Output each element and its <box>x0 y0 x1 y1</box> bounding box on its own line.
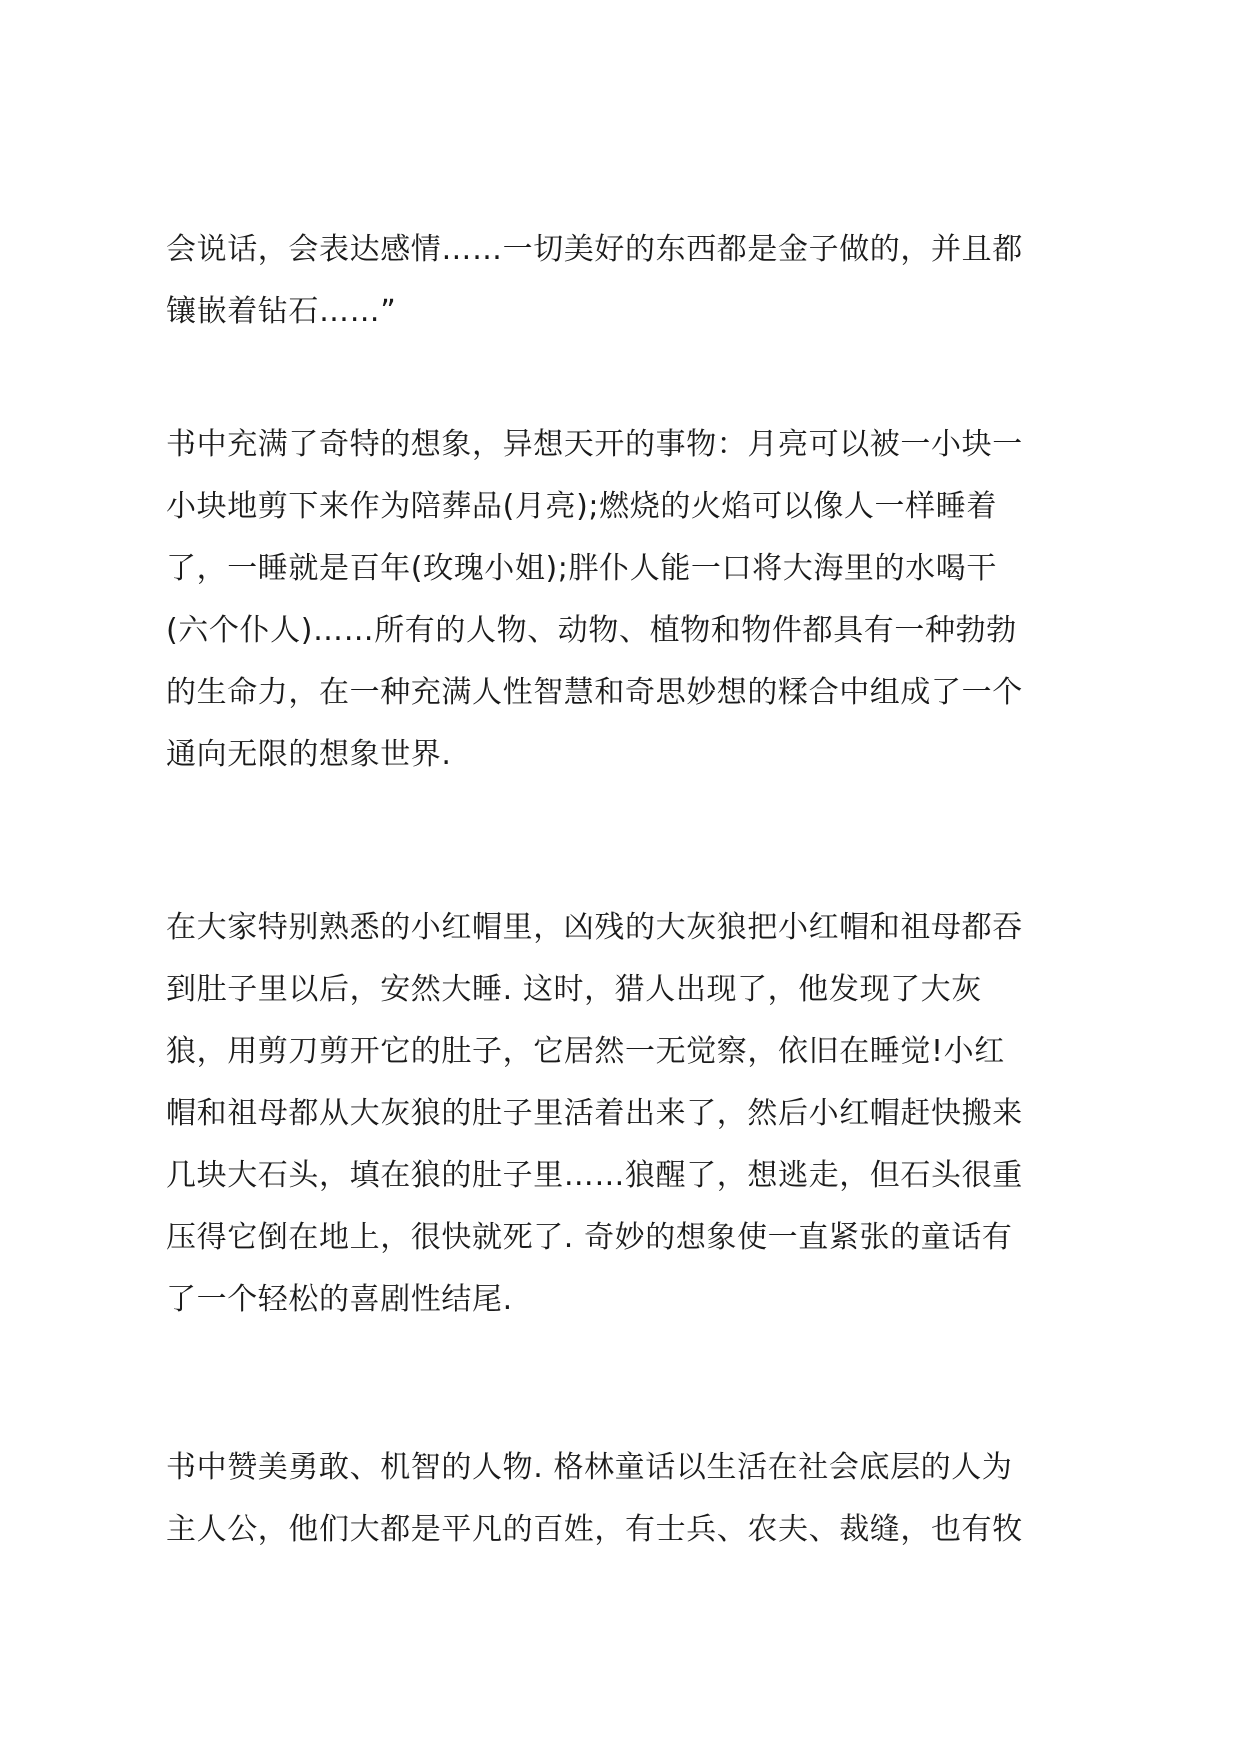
text-line: 压得它倒在地上，很快就死了. 奇妙的想象使一直紧张的童话有 <box>166 1220 1013 1255</box>
text-line: 书中充满了奇特的想象，异想天开的事物：月亮可以被一小块一 <box>166 427 1023 462</box>
text-line: 了，一睡就是百年(玫瑰小姐);胖仆人能一口将大海里的水喝干 <box>166 551 997 586</box>
text-line: 镶嵌着钻石……” <box>166 294 397 329</box>
text-line: 通向无限的想象世界. <box>166 737 452 772</box>
paragraph-3 <box>166 897 1096 1331</box>
paragraph-2 <box>166 414 1096 786</box>
text-line: (六个仆人)……所有的人物、动物、植物和物件都具有一种勃勃 <box>166 613 1017 648</box>
text-line: 主人公，他们大都是平凡的百姓，有士兵、农夫、裁缝，也有牧 <box>166 1512 1023 1547</box>
text-line: 的生命力，在一种充满人性智慧和奇思妙想的糅合中组成了一个 <box>166 675 1023 710</box>
text-line: 书中赞美勇敢、机智的人物. 格林童话以生活在社会底层的人为 <box>166 1450 1013 1485</box>
text-line: 几块大石头，填在狼的肚子里……狼醒了，想逃走，但石头很重 <box>166 1158 1023 1193</box>
paragraph-1 <box>166 219 1096 343</box>
text-line: 会说话，会表达感情……一切美好的东西都是金子做的，并且都 <box>166 232 1023 267</box>
text-line: 帽和祖母都从大灰狼的肚子里活着出来了，然后小红帽赶快搬来 <box>166 1096 1023 1131</box>
text-line: 了一个轻松的喜剧性结尾. <box>166 1282 513 1317</box>
text-line: 在大家特别熟悉的小红帽里，凶残的大灰狼把小红帽和祖母都吞 <box>166 910 1023 945</box>
paragraph-4 <box>166 1437 1096 1561</box>
text-line: 到肚子里以后，安然大睡. 这时，猎人出现了，他发现了大灰 <box>166 972 982 1007</box>
text-line: 狼，用剪刀剪开它的肚子，它居然一无觉察，依旧在睡觉!小红 <box>166 1034 1005 1069</box>
text-line: 小块地剪下来作为陪葬品(月亮);燃烧的火焰可以像人一样睡着 <box>166 489 997 524</box>
